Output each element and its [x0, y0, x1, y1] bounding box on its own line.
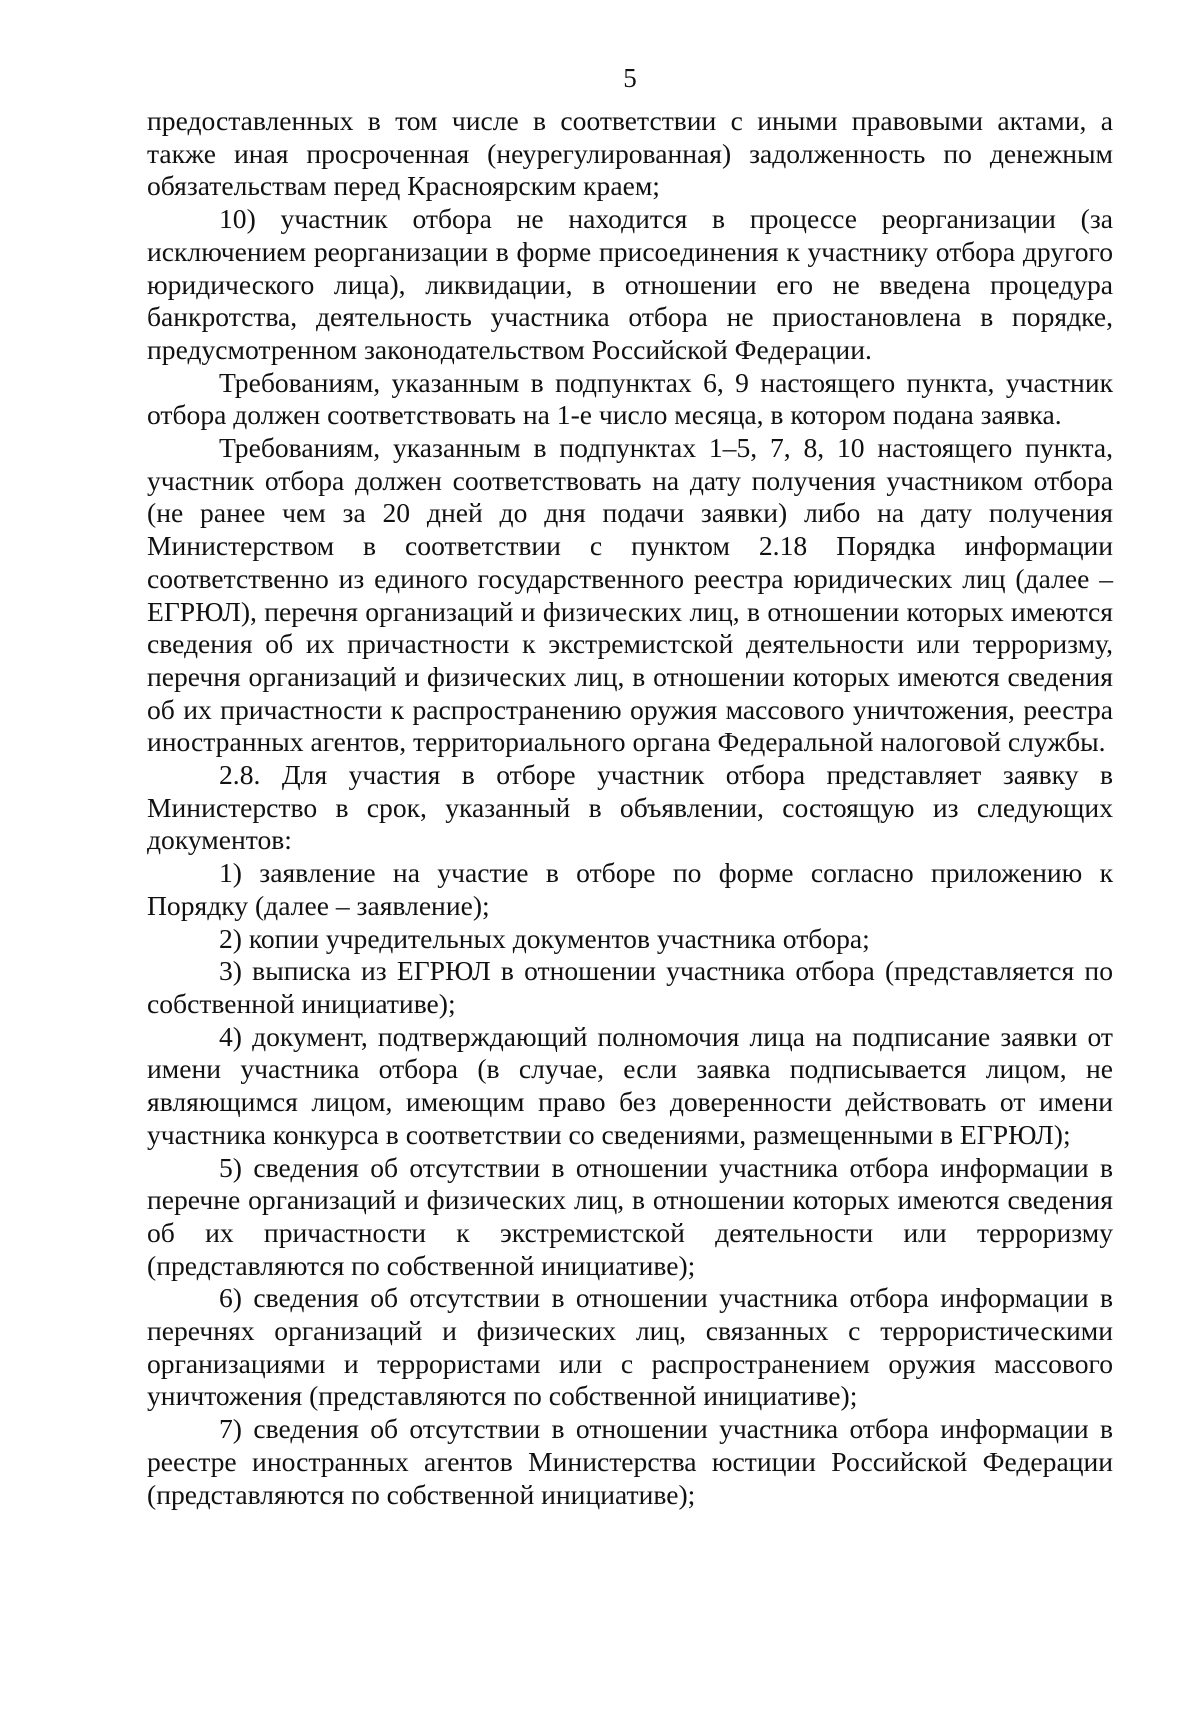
paragraph-requirements-6-9: Требованиям, указанным в подпунктах 6, 9 настоящего пункта, участник отбора должен соответствовать на 1-е число месяца, в котором подана заявка.	[147, 366, 1113, 431]
list-item-7: 7) сведения об отсутствии в отношении участника отбора информации в реестре иностранных агентов Министерства юстиции Российской Федерации (представляются по собственной инициативе);	[147, 1413, 1113, 1510]
paragraph-continuation: предоставленных в том числе в соответствии с иными правовыми актами, а также иная просроченная (неурегулированная) задолженность по денежным обязательствам перед Красноярским краем;	[147, 105, 1113, 202]
page-number: 5	[623, 63, 637, 93]
list-item-2: 2) копии учредительных документов участника отбора;	[219, 922, 870, 954]
paragraph-section-2-8: 2.8. Для участия в отборе участник отбора представляет заявку в Министерство в срок, указанный в объявлении, состоящую из следующих документов:	[147, 759, 1113, 856]
paragraph-requirements-1-10: Требованиям, указанным в подпунктах 1–5, 7, 8, 10 настоящего пункта, участник отбора должен соответствовать на дату получения участником отбора (не ранее чем за 20 дней до дня подачи заявки) либо на дату получения Министерством в соответствии с пунктом 2.18 Порядка информации соответственно из единого государственного реестра юридических лиц (далее – ЕГРЮЛ), перечня организаций и физических лиц, в отношении которых имеются сведения об их причастности к экстремистской деятельности или терроризму, перечня организаций и физических лиц, в отношении которых имеются сведения об их причастности к распространению оружия массового уничтожения, реестра иностранных агентов, территориального органа Федеральной налоговой службы.	[147, 432, 1113, 758]
list-item-1: 1) заявление на участие в отборе по форме согласно приложению к Порядку (далее – заявление);	[147, 857, 1113, 921]
list-item-3: 3) выписка из ЕГРЮЛ в отношении участника отбора (представляется по собственной инициативе);	[147, 955, 1113, 1019]
list-item-5: 5) сведения об отсутствии в отношении участника отбора информации в перечне организаций и физических лиц, в отношении которых имеются сведения об их причастности к экстремистской деятельности или терроризму (представляются по собственной инициативе);	[147, 1151, 1113, 1281]
list-item-6: 6) сведения об отсутствии в отношении участника отбора информации в перечнях организаций и физических лиц, связанных с террористическими организациями и террористами или с распространением оружия массового уничтожения (представляются по собственной инициативе);	[147, 1282, 1113, 1412]
list-item-4: 4) документ, подтверждающий полномочия лица на подписание заявки от имени участника отбора (в случае, если заявка подписывается лицом, не являющимся лицом, имеющим право без доверенности действовать от имени участника конкурса в соответствии со сведениями, размещенными в ЕГРЮЛ);	[147, 1020, 1113, 1150]
paragraph-item-10: 10) участник отбора не находится в процессе реорганизации (за исключением реорганизации в форме присоединения к участнику отбора другого юридического лица), ликвидации, в отношении его не введена процедура банкротства, деятельность участника отбора не приостановлена в порядке, предусмотренном законодательством Российской Федерации.	[147, 203, 1113, 365]
document-body	[147, 105, 1113, 1511]
